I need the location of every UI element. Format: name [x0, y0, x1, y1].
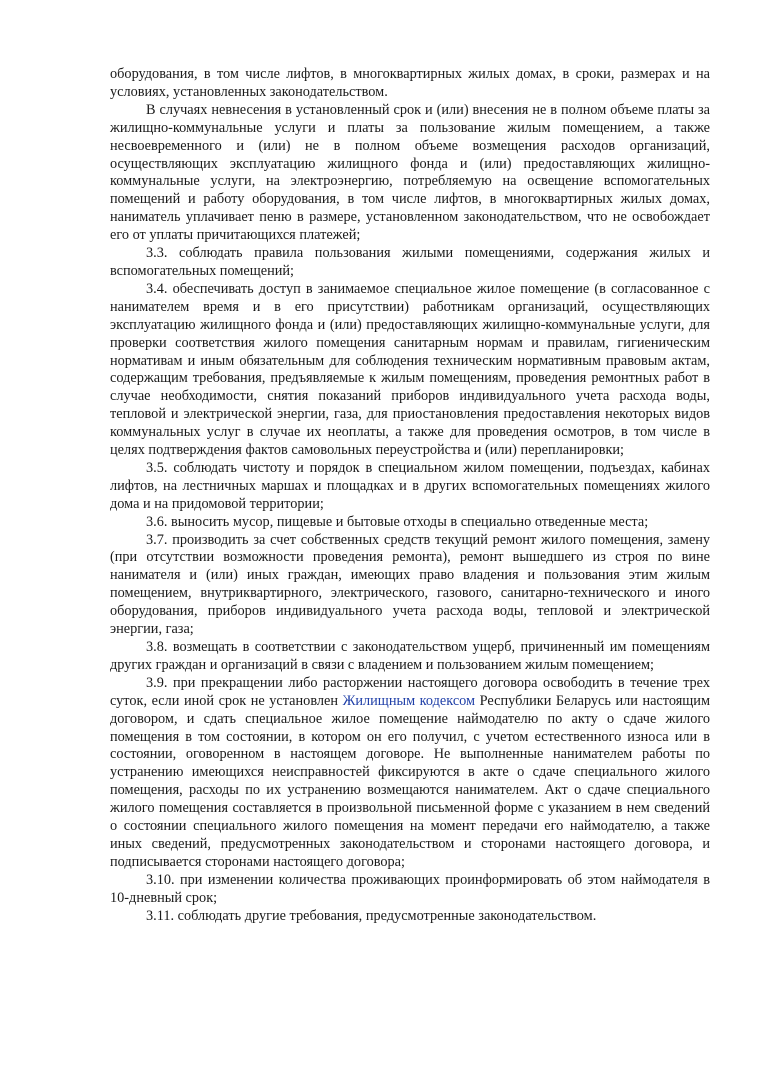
clause-3-10: 3.10. при изменении количества проживающих проинформировать об этом наймодателя в 10-дневный срок;: [110, 871, 710, 906]
housing-code-link[interactable]: Жилищным кодексом: [342, 692, 476, 709]
clause-3-11: 3.11. соблюдать другие требования, предусмотренные законодательством.: [146, 907, 597, 924]
clause-3-5: 3.5. соблюдать чистоту и порядок в специальном жилом помещении, подъездах, кабинах лифтов, на лестничных маршах и площадках и в других вспомогательных помещениях жилого дома и на придомовой территории;: [110, 459, 710, 512]
clause-3-4: 3.4. обеспечивать доступ в занимаемое специальное жилое помещение (в согласованное с нанимателем время и в его присутствии) работникам организаций, осуществляющих эксплуатацию жилищного фонда и (или) предоставляющих жилищно-коммунальные услуги, для проверки соответствия жилого помещения санитарным нормам и правилам, гигиеническим нормативам и иным обязательным для соблюдения техническим нормативным правовым актам, содержащим требования, предъявляемые к жилым помещениям, проведения ремонтных работ в случае необходимости, снятия показаний приборов индивидуального учета расхода воды, тепловой и электрической энергии, газа, для приостановления предоставления некоторых видов коммунальных услуг в случае их неоплаты, а также для проведения осмотров, в том числе в целях подтверждения фактов самовольных переустройства и (или) перепланировки;: [110, 280, 710, 459]
clause-3-8: 3.8. возмещать в соответствии с законодательством ущерб, причиненный им помещениям других граждан и организаций в связи с владением и пользованием жилым помещением;: [110, 639, 710, 673]
document-body: [110, 66, 710, 926]
clause-3-3: 3.3. соблюдать правила пользования жилыми помещениями, содержания жилых и вспомогательных помещений;: [110, 245, 710, 279]
clause-3-9-text-end: Республики Беларусь или настоящим договором, и сдать специальное жилое помещение наймодателю по акту о сдаче жилого помещения в том состоянии, в котором он его получил, с учетом естественного износа или в состоянии, оговоренном в настоящем договоре. Не выполненные нанимателем работы по устранению имеющихся неисправностей фиксируются в акте о сдаче специального жилого помещения, расходы по их устранению возмещаются нанимателем. Акт о сдаче специального жилого помещения составляется в произвольной письменной форме с указанием в нем сведений о состоянии специального жилого помещения на момент передачи его наймодателю, а также иных сведений, предусмотренных законодательством и сторонами настоящего договора, и подписывается сторонами настоящего договора;: [110, 692, 710, 870]
clause-3-6: 3.6. выносить мусор, пищевые и бытовые отходы в специально отведенные места;: [146, 513, 649, 530]
paragraph-penalty: В случаях невнесения в установленный срок и (или) внесения не в полном объеме платы за жилищно-коммунальные услуги и платы за пользование жилым помещением, а также несвоевременного и (или) не в полном объеме возмещения расходов организаций, осуществляющих эксплуатацию жилищного фонда и (или) предоставляющих жилищно-коммунальные услуги, на электроэнергию, потребляемую на освещение вспомогательных помещений и работу оборудования, в том числе лифтов, в многоквартирных жилых домах, наниматель уплачивает пеню в размере, установленном законодательством, что не освобождает его от уплаты причитающихся платежей;: [110, 101, 710, 244]
paragraph-continuation: оборудования, в том числе лифтов, в многоквартирных жилых домах, в сроки, размерах и на условиях, установленных законодательством.: [110, 66, 710, 100]
clause-3-9-text-start: 3.9. при прекращении либо расторжении настоящего договора освободить в течение трех суток, если иной срок не установлен: [110, 674, 710, 709]
clause-3-9: [110, 675, 710, 872]
clause-3-7: 3.7. производить за счет собственных средств текущий ремонт жилого помещения, замену (при отсутствии возможности проведения ремонта), ремонт вышедшего из строя по вине нанимателя и (или) иных граждан, имеющих право владения и пользования этим жилым помещением, внутриквартирного, электрического, газового, санитарно-технического и иного оборудования, приборов индивидуального учета расхода воды, тепловой и электрической энергии, газа;: [110, 531, 710, 638]
